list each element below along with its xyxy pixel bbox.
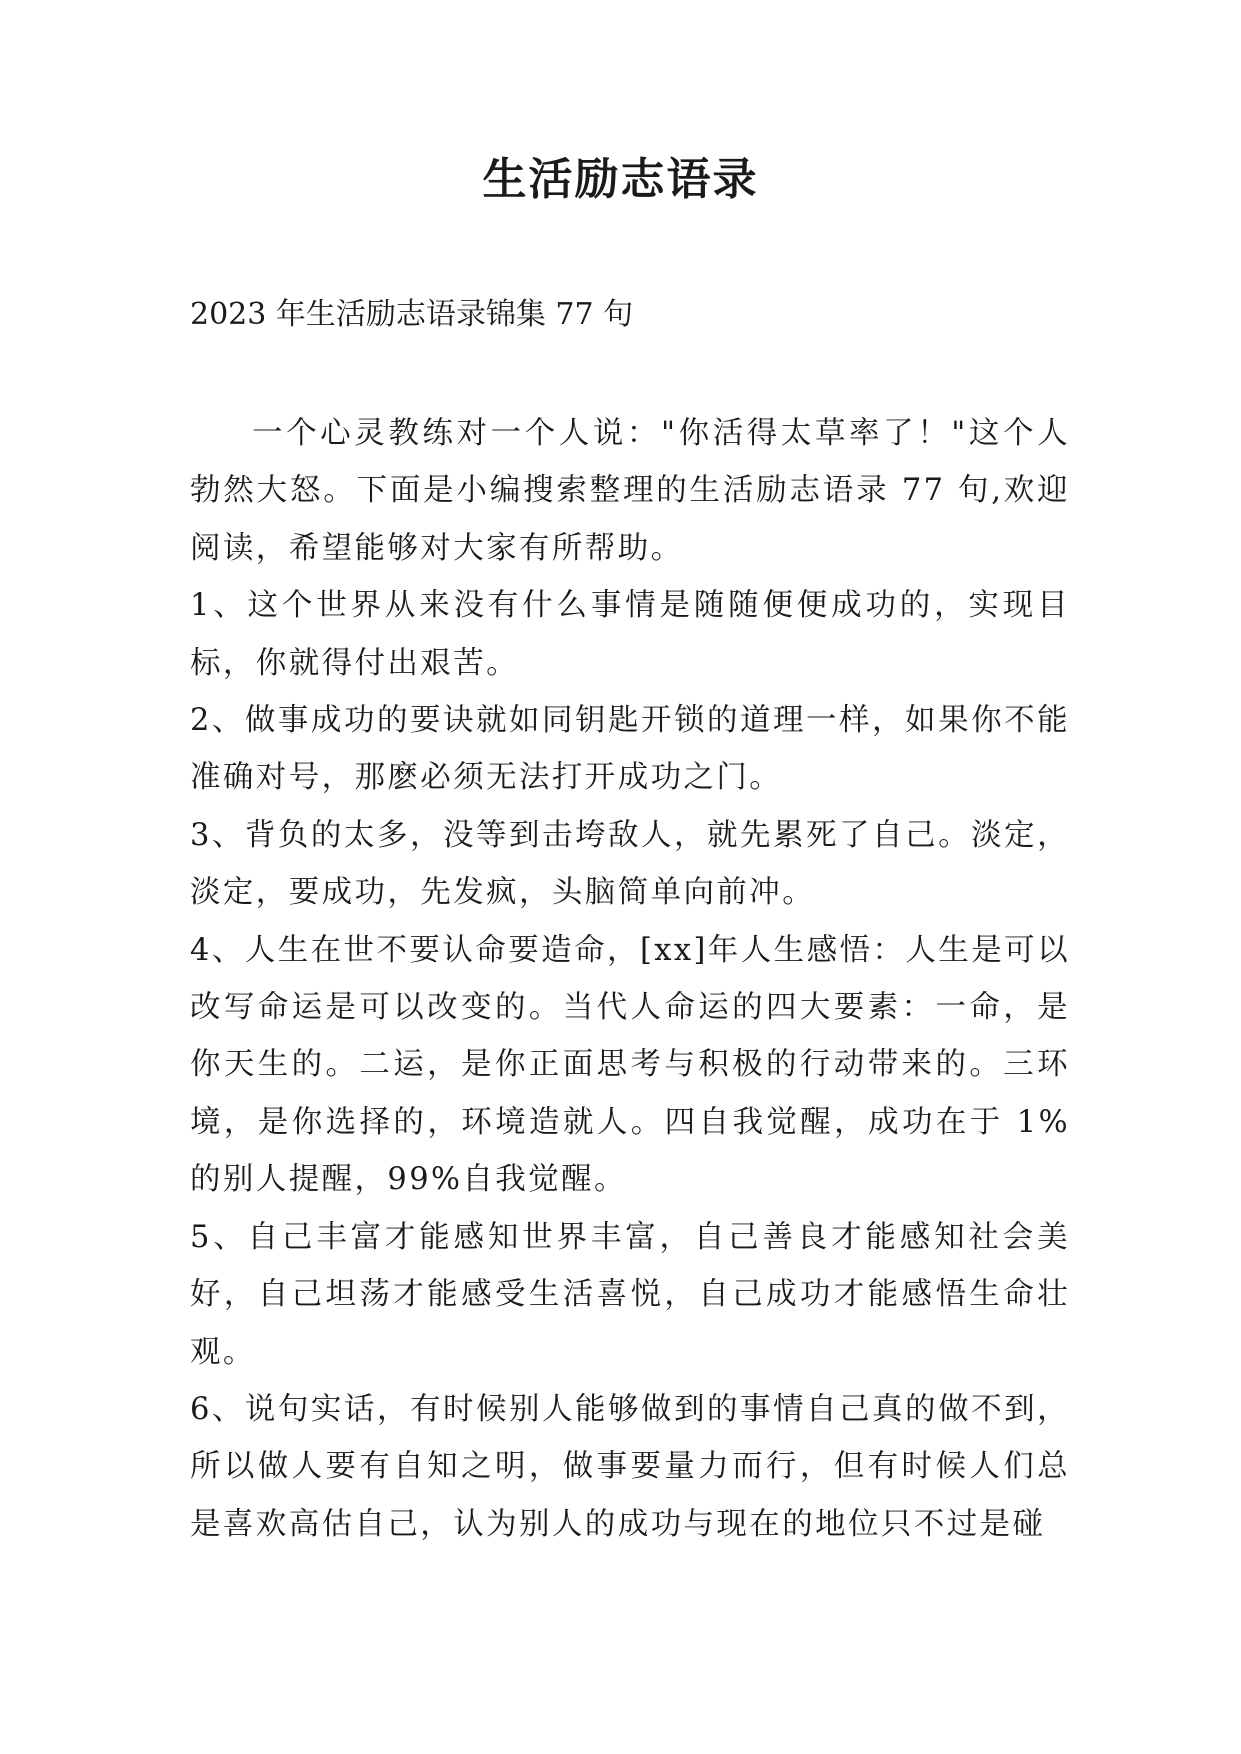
quote-item-2: 2、做事成功的要诀就如同钥匙开锁的道理一样，如果你不能准确对号，那麽必须无法打开成功之门。 — [190, 703, 1070, 796]
quote-item-1: 1、这个世界从来没有什么事情是随随便便成功的，实现目标，你就得付出艰苦。 — [190, 588, 1070, 681]
document-subtitle: 2023 年生活励志语录锦集 77 句 — [190, 297, 634, 332]
document-body — [190, 405, 1070, 1553]
quote-item-6: 6、说句实话，有时候别人能够做到的事情自己真的做不到，所以做人要有自知之明，做事要量力而行，但有时候人们总是喜欢高估自己，认为别人的成功与现在的地位只不过是碰 — [190, 1391, 1070, 1542]
intro-paragraph: 一个心灵教练对一个人说："你活得太草率了！"这个人勃然大怒。下面是小编搜索整理的生活励志语录 77 句,欢迎阅读，希望能够对大家有所帮助。 — [190, 416, 1070, 566]
quote-item-4: 4、人生在世不要认命要造命，[xx]年人生感悟：人生是可以改写命运是可以改变的。当代人命运的四大要素：一命，是你天生的。二运，是你正面思考与积极的行动带来的。三环境，是你选择的，环境造就人。四自我觉醒，成功在于 1%的别人提醒，99%自我觉醒。 — [190, 932, 1070, 1198]
document-title: 生活励志语录 — [482, 154, 759, 205]
quote-item-5: 5、自己丰富才能感知世界丰富，自己善良才能感知社会美好，自己坦荡才能感受生活喜悦，自己成功才能感悟生命壮观。 — [190, 1219, 1070, 1370]
quote-item-3: 3、背负的太多，没等到击垮敌人，就先累死了自己。淡定，淡定，要成功，先发疯，头脑简单向前冲。 — [190, 817, 1070, 911]
